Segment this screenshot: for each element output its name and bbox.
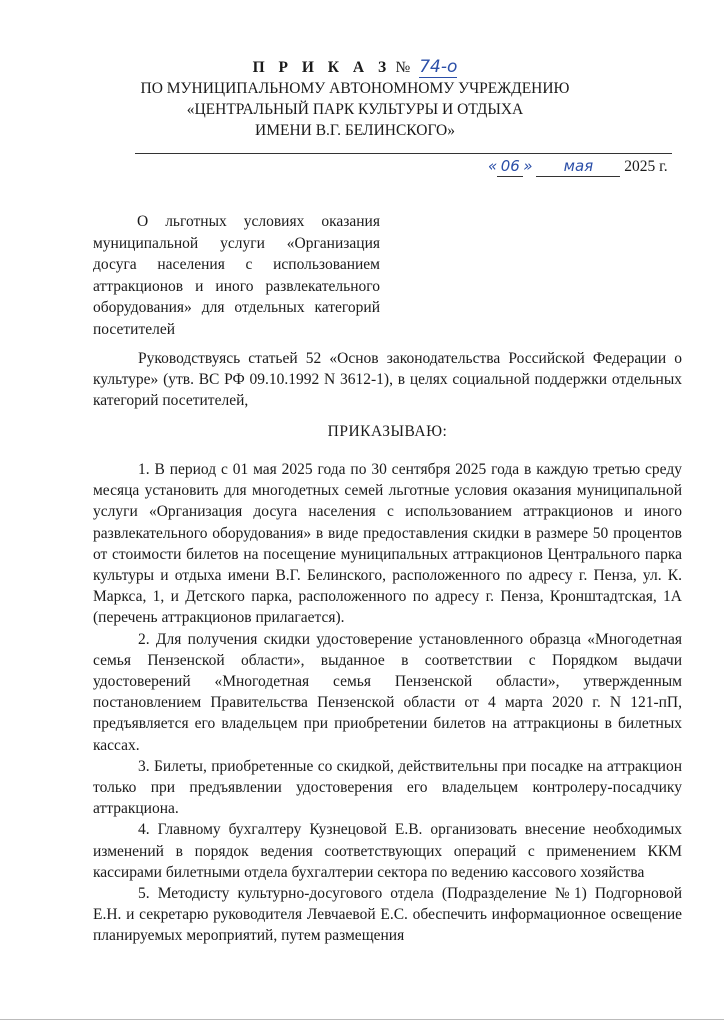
order-item-3: 3. Билеты, приобретенные со скидкой, действительны при посадке на аттракцион только при предъявлении удостоверения его владельцем контролеру-посадчику аттракциона. <box>93 757 682 818</box>
order-title <box>100 57 610 78</box>
order-items <box>93 459 682 947</box>
date-month-blank <box>536 157 620 177</box>
org-name-line-2: «ЦЕНТРАЛЬНЫЙ ПАРК КУЛЬТУРЫ И ОТДЫХА <box>186 101 524 118</box>
order-item-4: 4. Главному бухгалтеру Кузнецовой Е.В. организовать внесение необходимых изменений в порядок ведения соответствующих операций с применением ККМ кассирами билетными отдела бухгалтерии сектора по ведению кассового хозяйства <box>93 821 682 881</box>
order-item-2: 2. Для получения скидки удостоверение установленного образца «Многодетная семья Пензенской области», выданное в соответствии с Порядком выдачи удостоверений «Многодетная семья Пензенской области», утвержденным постановлением Правительства Пензенской области от 4 марта 2020 г. N 121-пП, предъявляется его владельцем при приобретении билетов на аттракционы в билетных кассах. <box>93 630 682 754</box>
date-year: 2025 г. <box>624 158 668 175</box>
date-close-quote: » <box>523 157 533 175</box>
date-day-blank <box>497 157 523 177</box>
date-month-handwritten: мая <box>563 157 594 175</box>
page-bottom-edge <box>0 1019 724 1020</box>
org-name-line-3: ИМЕНИ В.Г. БЕЛИНСКОГО» <box>255 122 455 139</box>
date-open-quote: « <box>488 157 498 175</box>
order-item-5: 5. Методисту культурно-досугового отдела (Подразделение №1) Подгорновой Е.Н. и секретарю руководителя Левчаевой Е.С. обеспечить информационное освещение планируемых мероприятий, путем размещения <box>93 885 682 945</box>
number-sign: № <box>395 59 411 76</box>
legal-basis-paragraph: Руководствуясь статьей 52 «Основ законодательства Российской Федерации о культуре» (утв. ВС РФ 09.10.1992 N 3612-1), в целях социальной поддержки отдельных категорий посетителей, <box>93 350 682 410</box>
header-divider <box>135 153 672 154</box>
order-subject: О льготных условиях оказания муниципальной услуги «Организация досуга населения с использованием аттракционов и иного развлекательного оборудования» для отдельных категорий посетителей <box>93 213 380 338</box>
order-item-1: 1. В период с 01 мая 2025 года по 30 сентября 2025 года в каждую третью среду месяца установить для многодетных семей льготные условия оказания муниципальной услуги «Организация досуга населения с использованием аттракционов и иного развлекательного оборудования» в виде предоставления скидки в размере 50 процентов от стоимости билетов на посещение муниципальных аттракционов Центрального парка культуры и отдыха имени В.Г. Белинского, расположенного по адресу г. Пенза, ул. К. Маркса, 1, и Детского парка, расположенного по адресу г. Пенза, Кронштадтская, 1А (перечень аттракционов прилагается). <box>93 461 682 627</box>
order-heading: ПРИКАЗЫВАЮ: <box>327 423 448 440</box>
date-day-handwritten: 06 <box>500 157 520 175</box>
org-name-line-1: ПО МУНИЦИПАЛЬНОМУ АВТОНОМНОМУ УЧРЕЖДЕНИЮ <box>140 80 570 97</box>
order-number-handwritten: 74-о <box>419 57 458 77</box>
order-title-word: П Р И К А З <box>252 59 392 76</box>
order-date <box>488 157 668 177</box>
